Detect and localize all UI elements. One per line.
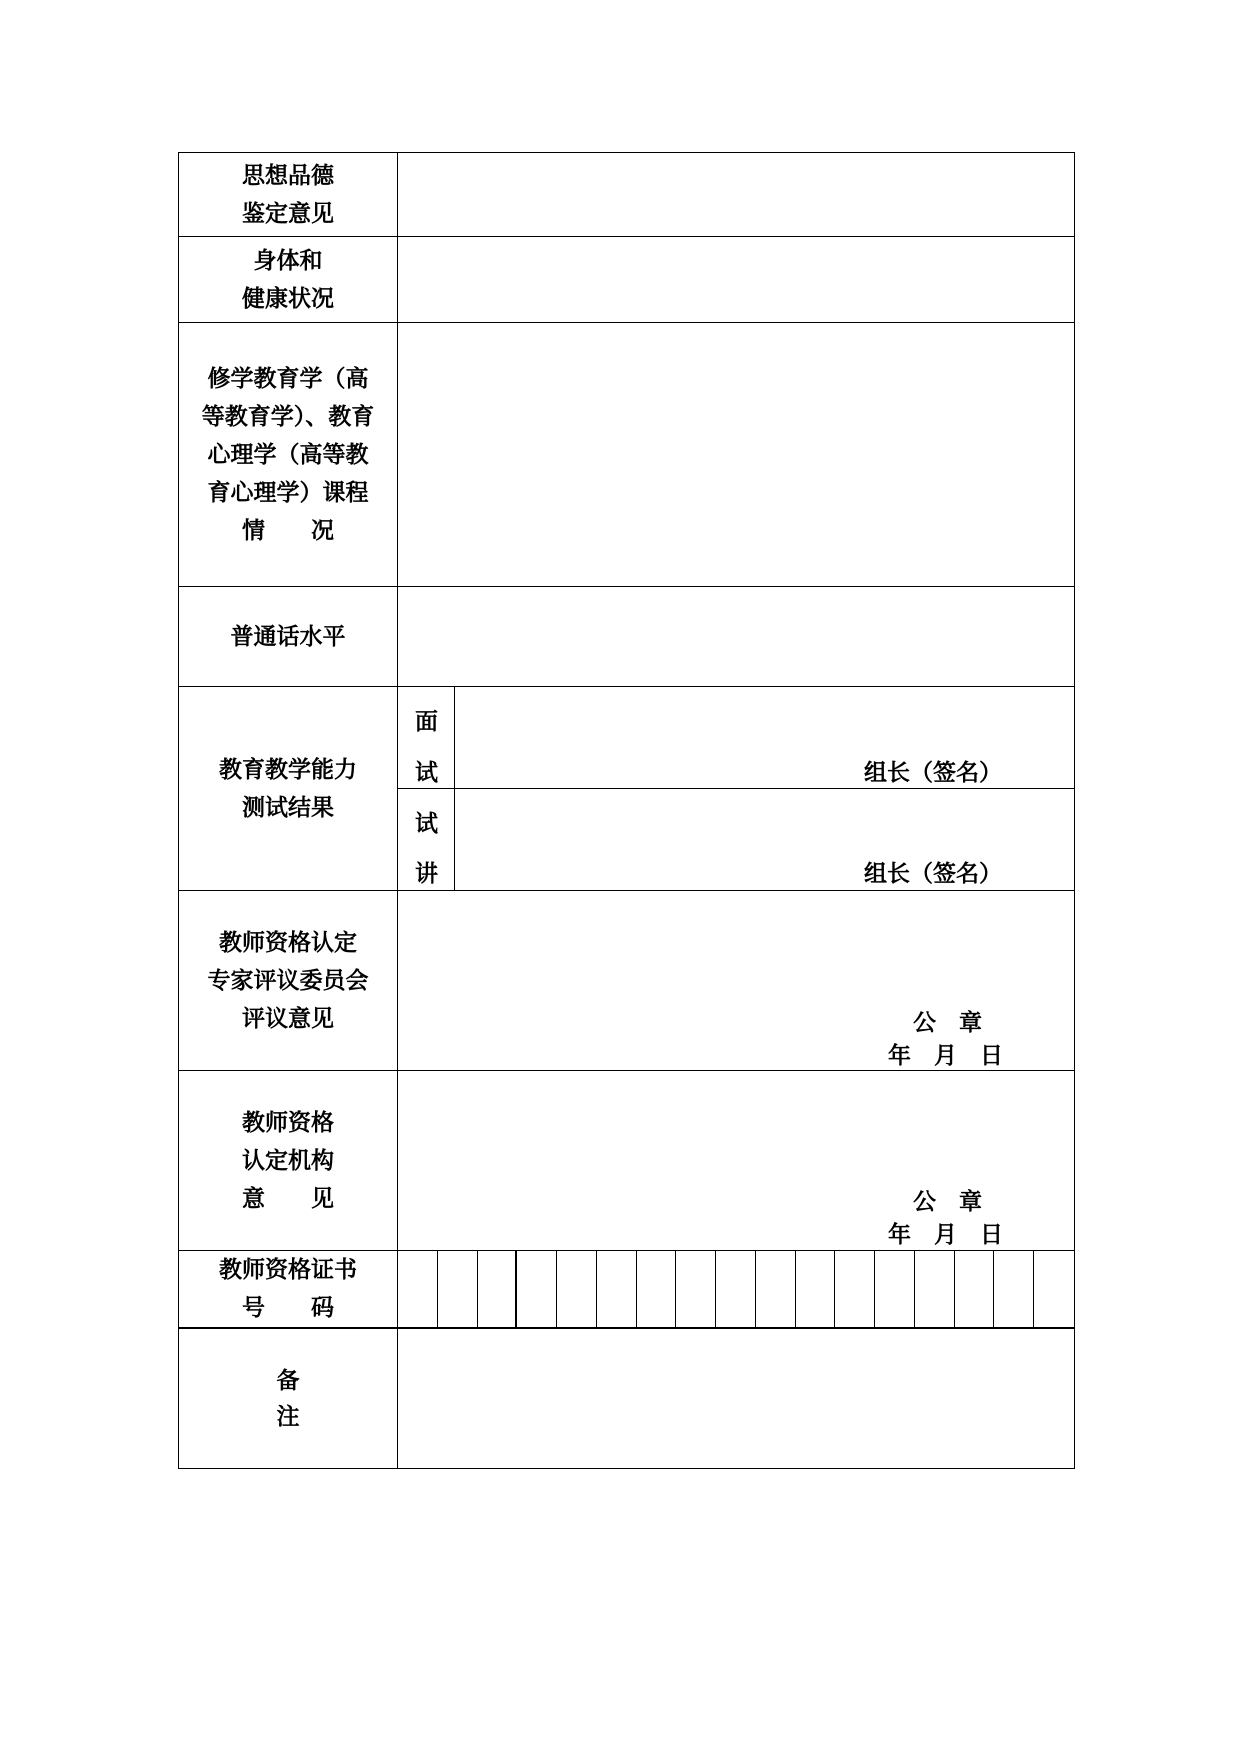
moral-appraisal-field[interactable] <box>398 153 1074 236</box>
certificate-digit-cell[interactable] <box>438 1251 478 1327</box>
courses-label: 修学教育学（高 等教育学）、教育 心理学（高等教 育心理学）课程 情 况 <box>179 323 398 586</box>
certificate-digit-cell[interactable] <box>875 1251 915 1327</box>
row-mandarin <box>179 587 1074 687</box>
certificate-digit-cell[interactable] <box>835 1251 875 1327</box>
teaching-ability-label: 教育教学能力 测试结果 <box>179 687 398 890</box>
interview-leader-signature: 组长（签名） <box>864 759 1002 786</box>
expert-seal: 公 章 <box>913 1009 982 1036</box>
certificate-digit-cell[interactable] <box>676 1251 716 1327</box>
row-teaching-ability <box>179 687 1074 891</box>
health-label: 身体和 健康状况 <box>179 237 398 322</box>
institution-opinion-label: 教师资格 认定机构 意 见 <box>179 1071 398 1250</box>
lecture-label: 试 讲 <box>398 789 455 891</box>
lecture-leader-signature: 组长（签名） <box>864 860 1002 887</box>
teacher-qualification-form <box>178 152 1075 1469</box>
certificate-digit-cell[interactable] <box>597 1251 637 1327</box>
certificate-digit-cell[interactable] <box>915 1251 955 1327</box>
row-certificate-number <box>179 1251 1074 1329</box>
expert-review-label: 教师资格认定 专家评议委员会 评议意见 <box>179 891 398 1070</box>
health-field[interactable] <box>398 237 1074 322</box>
courses-field[interactable] <box>398 323 1074 586</box>
certificate-digit-cell[interactable] <box>994 1251 1034 1327</box>
interview-label: 面 试 <box>398 687 455 788</box>
row-institution-opinion <box>179 1071 1074 1251</box>
expert-date: 年 月 日 <box>888 1042 1003 1069</box>
expert-review-field[interactable] <box>398 891 1074 1070</box>
moral-appraisal-label: 思想品德 鉴定意见 <box>179 153 398 236</box>
certificate-number-label: 教师资格证书 号 码 <box>179 1251 398 1327</box>
institution-seal: 公 章 <box>913 1188 982 1215</box>
certificate-number-cells <box>398 1251 1074 1327</box>
certificate-digit-cell[interactable] <box>1034 1251 1074 1327</box>
row-remarks <box>179 1329 1074 1468</box>
lecture-section <box>398 789 1074 891</box>
certificate-digit-cell[interactable] <box>756 1251 796 1327</box>
remarks-label: 备 注 <box>179 1329 398 1468</box>
certificate-digit-cell[interactable] <box>398 1251 438 1327</box>
certificate-digit-cell[interactable] <box>955 1251 995 1327</box>
certificate-digit-cell[interactable] <box>517 1251 557 1327</box>
remarks-field[interactable] <box>398 1329 1074 1468</box>
interview-section <box>398 687 1074 789</box>
teaching-ability-content <box>398 687 1074 890</box>
mandarin-field[interactable] <box>398 587 1074 686</box>
certificate-digit-cell[interactable] <box>716 1251 756 1327</box>
row-moral-appraisal <box>179 153 1074 237</box>
certificate-digit-cell[interactable] <box>478 1251 518 1327</box>
institution-date: 年 月 日 <box>888 1221 1003 1248</box>
institution-opinion-field[interactable] <box>398 1071 1074 1250</box>
certificate-digit-cell[interactable] <box>637 1251 677 1327</box>
mandarin-label: 普通话水平 <box>179 587 398 686</box>
certificate-digit-cell[interactable] <box>796 1251 836 1327</box>
row-expert-review <box>179 891 1074 1071</box>
certificate-digit-cell[interactable] <box>557 1251 597 1327</box>
row-courses <box>179 323 1074 587</box>
row-health <box>179 237 1074 323</box>
